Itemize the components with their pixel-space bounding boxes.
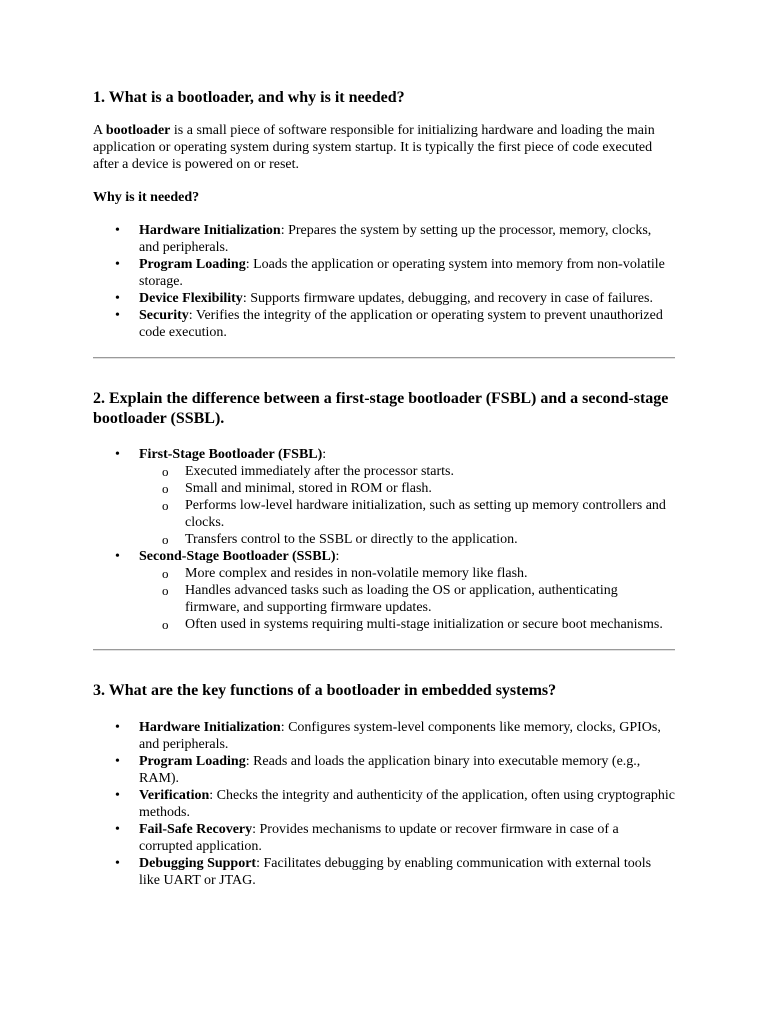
fsbl-suffix: : [322, 447, 327, 462]
q1-intro-bold: bootloader [105, 123, 171, 138]
list-item [139, 821, 675, 855]
list-item-desc: : Provides mechanisms to update or recover firmware in case of a corrupted application. [139, 822, 619, 854]
q2-list [93, 446, 675, 633]
list-item-desc: : Prepares the system by setting up the processor, memory, clocks, and peripherals. [139, 223, 652, 255]
list-item-desc: : Facilitates debugging by enabling communication with external tools like UART or JTAG. [139, 856, 652, 888]
section-divider [93, 357, 675, 359]
sublist-item: o Often used in systems requiring multi-stage initialization or secure boot mechanisms. [185, 616, 675, 633]
q1-intro-rest: is a small piece of software responsible for initializing hardware and loading the main application or operating system during system startup. It is typically the first piece of code executed after a device is powered on or reset. [93, 123, 655, 172]
list-item-fsbl [139, 446, 675, 548]
list-item [139, 290, 675, 307]
q2-title: 2. Explain the difference between a first-stage bootloader (FSBL) and a second-stage bootloader (SSBL). [93, 390, 669, 427]
sublist-item: o Performs low-level hardware initialization, such as setting up memory controllers and clocks. [185, 497, 675, 531]
list-item-term: Program Loading [139, 257, 246, 272]
list-item [139, 855, 675, 889]
list-item-term: Hardware Initialization [139, 720, 281, 735]
ssbl-term: Second-Stage Bootloader (SSBL) [139, 549, 336, 564]
section-q3 [93, 681, 675, 889]
list-item-term: Program Loading [139, 754, 246, 769]
q1-title: 1. What is a bootloader, and why is it needed? [93, 89, 405, 106]
q1-intro-prefix: A [93, 123, 106, 138]
section-q2 [93, 389, 675, 633]
q1-intro [93, 122, 675, 173]
list-item-term: Hardware Initialization [139, 223, 281, 238]
list-item-term: Debugging Support [139, 856, 257, 871]
section-divider [93, 649, 675, 651]
list-item [139, 719, 675, 753]
list-item [139, 256, 675, 290]
sublist-item: o More complex and resides in non-volatile memory like flash. [185, 565, 675, 582]
list-item-desc: : Verifies the integrity of the application or operating system to prevent unauthorized code execution. [139, 308, 663, 340]
sublist-item: o Executed immediately after the processor starts. [185, 463, 675, 480]
q1-list [93, 222, 675, 341]
list-item-term: Device Flexibility [139, 291, 243, 306]
list-item-desc: : Loads the application or operating system into memory from non-volatile storage. [139, 257, 665, 289]
list-item [139, 753, 675, 787]
q3-title: 3. What are the key functions of a bootloader in embedded systems? [93, 682, 557, 699]
list-item-desc: : Checks the integrity and authenticity of the application, often using cryptographic methods. [139, 788, 676, 820]
list-item-desc: : Configures system-level components like memory, clocks, GPIOs, and peripherals. [139, 720, 661, 752]
list-item-term: Verification [139, 788, 210, 803]
list-item [139, 222, 675, 256]
q3-list [93, 719, 675, 889]
fsbl-sublist [139, 463, 675, 548]
list-item-term: Security [139, 308, 189, 323]
list-item-desc: : Supports firmware updates, debugging, and recovery in case of failures. [242, 291, 653, 306]
ssbl-sublist [139, 565, 675, 633]
fsbl-term: First-Stage Bootloader (FSBL) [139, 447, 323, 462]
q1-why-heading: Why is it needed? [93, 190, 200, 205]
list-item [139, 307, 675, 341]
list-item-ssbl [139, 548, 675, 633]
list-item-desc: : Reads and loads the application binary into executable memory (e.g., RAM). [139, 754, 641, 786]
list-item [139, 787, 675, 821]
list-item-term: Fail-Safe Recovery [139, 822, 253, 837]
sublist-item: o Small and minimal, stored in ROM or flash. [185, 480, 675, 497]
sublist-item: o Transfers control to the SSBL or directly to the application. [185, 531, 675, 548]
ssbl-suffix: : [335, 549, 340, 564]
sublist-item: o Handles advanced tasks such as loading the OS or application, authenticating firmware, and supporting firmware updates. [185, 582, 675, 616]
section-q1 [93, 88, 675, 341]
